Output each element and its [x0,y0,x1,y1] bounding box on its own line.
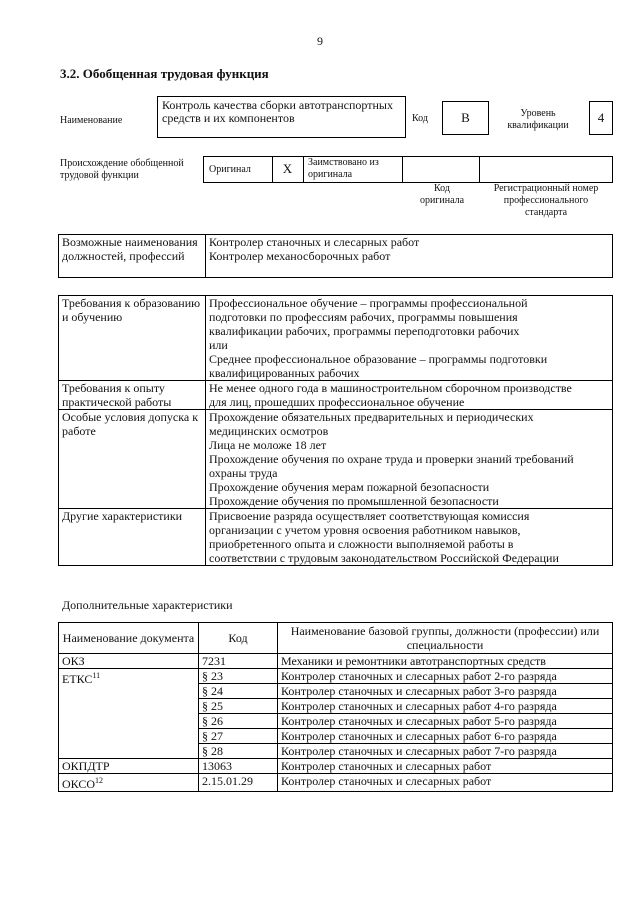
requirement-line: охраны труда [209,466,278,480]
reg-number-caption: Регистрационный номер профессионального стандарта [493,183,599,218]
requirement-label: Особые условия допуска к работе [59,410,206,509]
original-mark: X [282,161,293,176]
code-cell: § 23 [199,669,278,684]
doc-text: ОКСО [62,777,96,791]
level-value: 4 [589,101,613,135]
borrowed-label: Заимствовано из оригинала [308,157,379,180]
code-cell: 2.15.01.29 [199,774,278,792]
name-cell: Контролер станочных и слесарных работ 3-го разряда [278,684,613,699]
requirement-text [206,410,613,509]
code-cell: § 26 [199,714,278,729]
positions-label: Возможные наименования должностей, профессий [59,235,206,278]
name-cell: Контролер станочных и слесарных работ 7-го разряда [278,744,613,759]
requirement-line: Прохождение обучения по промышленной безопасности [209,494,499,508]
requirement-text [206,381,613,410]
code-cell: § 27 [199,729,278,744]
requirement-line: или [209,338,228,352]
level-label: Уровень квалификации [507,108,569,131]
original-label: Оригинал [209,164,251,175]
origin-label: Происхождение обобщенной трудовой функции [60,158,184,181]
code-cell: 7231 [199,654,278,669]
requirement-line: организации с учетом уровня освоения работником навыков, [209,523,521,537]
origin-divider-4 [479,156,480,183]
requirement-line: приобретенного опыта и сложности выполняемой работы в [209,537,514,551]
requirement-line: Лица не моложе 18 лет [209,438,327,452]
table-row [59,654,613,669]
doc-cell [59,669,199,759]
code-label: Код [412,113,428,124]
requirement-line: подготовки по профессиям рабочих, программы повышения [209,310,518,324]
name-value: Контроль качества сборки автотранспортных средств и их компонентов [162,98,393,125]
requirement-line: Среднее профессиональное образование – программы подготовки [209,352,548,366]
requirement-line: соответствии с трудовым законодательством Российской Федерации [209,551,559,565]
requirement-line: Не менее одного года в машиностроительном сборочном производстве [209,381,572,395]
table-row [59,759,613,774]
code-cell: 13063 [199,759,278,774]
header-doc: Наименование документа [59,623,199,654]
additional-table [58,622,613,792]
requirement-row [59,509,613,566]
requirement-line: Профессиональное обучение – программы профессиональной [209,296,528,310]
name-label: Наименование [60,115,123,126]
requirement-label: Требования к образованию и обучению [59,296,206,381]
position-item: Контролер механосборочных работ [209,249,391,263]
requirement-line: для лиц, прошедших профессиональное обучение [209,395,465,409]
doc-text: ЕТКС [62,672,93,686]
page-number: 9 [317,34,323,48]
footnote-mark: 11 [92,671,101,680]
additional-title: Дополнительные характеристики [62,598,233,612]
requirement-line: Прохождение обязательных предварительных и периодических [209,410,534,424]
requirements-table [58,295,613,566]
requirement-label: Требования к опыту практической работы [59,381,206,410]
name-cell: Контролер станочных и слесарных работ [278,774,613,792]
table-row [59,774,613,792]
code-cell: § 24 [199,684,278,699]
requirement-line: медицинских осмотров [209,424,329,438]
header-name: Наименование базовой группы, должности (профессии) или специальности [278,623,613,654]
doc-cell: ОКЗ [59,654,199,669]
origin-divider-2 [303,156,304,183]
requirement-line: Прохождение обучения мерам пожарной безопасности [209,480,490,494]
code-value: B [442,101,489,135]
header-code: Код [199,623,278,654]
position-item: Контролер станочных и слесарных работ [209,235,420,249]
section-title: 3.2. Обобщенная трудовая функция [60,66,269,81]
name-cell: Контролер станочных и слесарных работ 5-го разряда [278,714,613,729]
doc-cell: ОКПДТР [59,759,199,774]
requirement-text [206,509,613,566]
table-row [59,669,613,684]
doc-cell [59,774,199,792]
requirement-row [59,381,613,410]
name-cell: Механики и ремонтники автотранспортных средств [278,654,613,669]
name-value-box [157,96,406,138]
origin-divider-3 [402,156,403,183]
name-cell: Контролер станочных и слесарных работ 4-го разряда [278,699,613,714]
footnote-mark: 12 [95,776,104,785]
code-original-caption: Код оригинала [419,183,465,206]
requirement-line: квалификации рабочих, программы переподготовки рабочих [209,324,520,338]
requirement-line: Прохождение обучения по охране труда и проверки знаний требований [209,452,574,466]
requirement-text [206,296,613,381]
requirement-row [59,296,613,381]
requirement-label: Другие характеристики [59,509,206,566]
positions-values [206,235,613,278]
name-cell: Контролер станочных и слесарных работ 2-го разряда [278,669,613,684]
requirement-row [59,410,613,509]
table-header-row [59,623,613,654]
positions-table [58,234,613,278]
requirement-line: Присвоение разряда осуществляет соответствующая комиссия [209,509,530,523]
origin-box [203,156,613,183]
name-cell: Контролер станочных и слесарных работ [278,759,613,774]
name-cell: Контролер станочных и слесарных работ 6-го разряда [278,729,613,744]
requirement-line: квалифицированных рабочих [209,366,360,380]
code-cell: § 25 [199,699,278,714]
code-cell: § 28 [199,744,278,759]
